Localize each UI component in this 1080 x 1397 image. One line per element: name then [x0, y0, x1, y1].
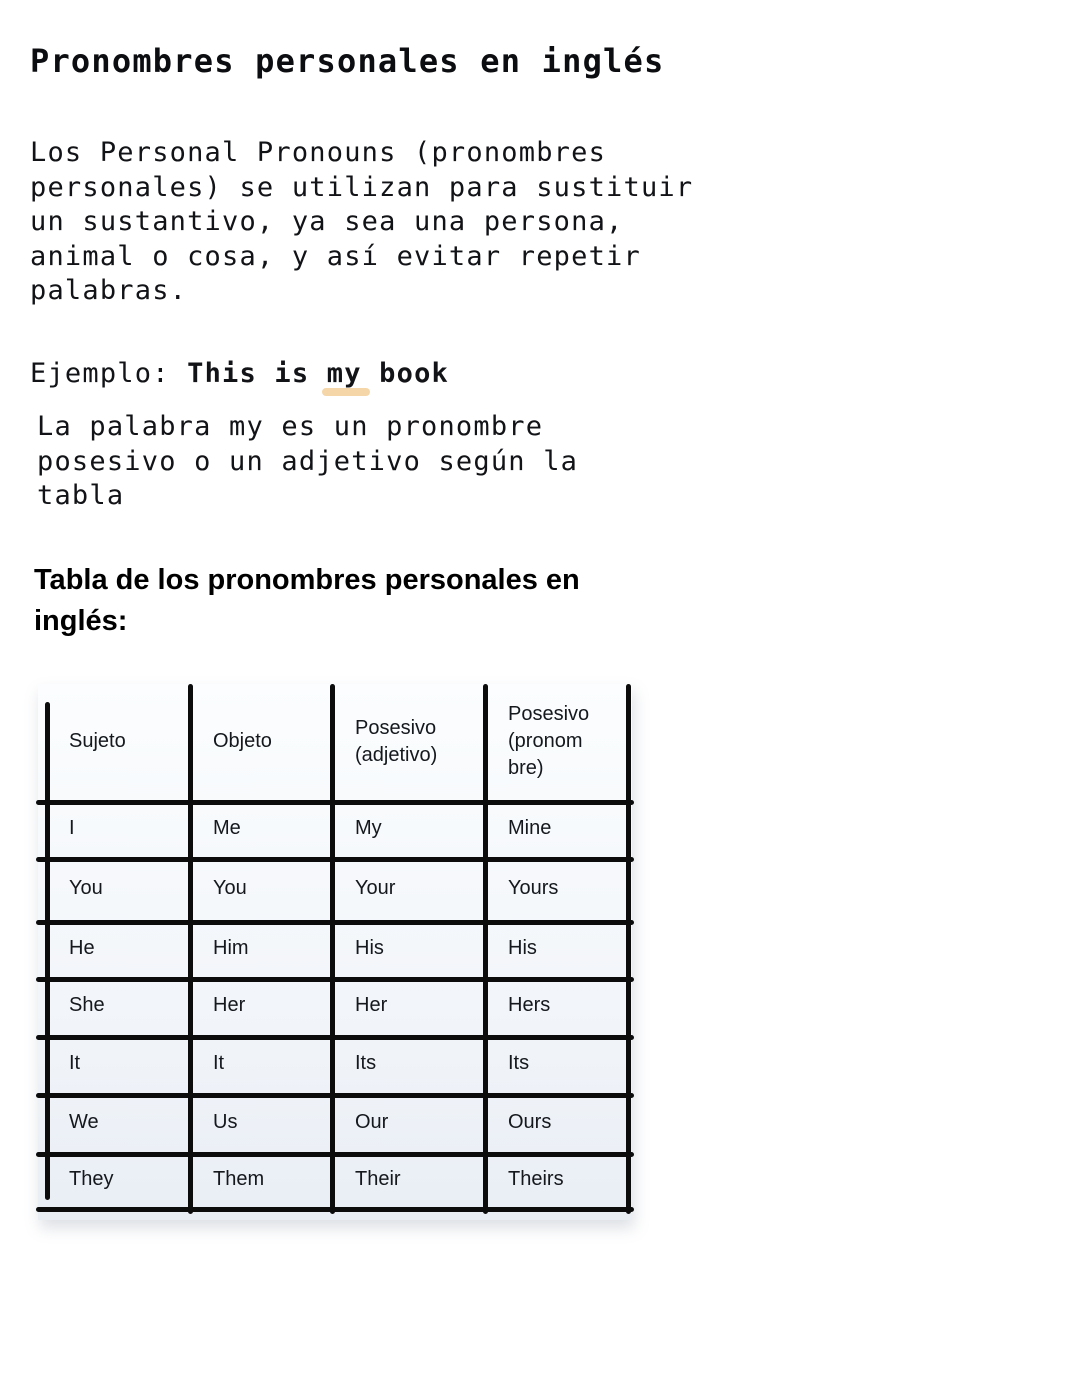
table-cell: They	[69, 1167, 114, 1190]
example-text-before: This is	[187, 357, 327, 389]
table-heading: Tabla de los pronombres personales en inglés:	[34, 563, 580, 637]
header-cell-posesivo-adjetivo: Posesivo (adjetivo)	[355, 716, 438, 766]
header-cell-posesivo-pronombre: Posesivo (pronombre)	[508, 703, 590, 779]
note-paragraph: La palabra my es un pronombre posesivo o un adjetivo según la tabla	[37, 411, 579, 511]
example-line	[30, 357, 1050, 392]
page-title: Pronombres personales en inglés	[30, 42, 665, 80]
table-cell: His	[508, 936, 537, 959]
table-cell: Mine	[508, 816, 552, 839]
table-cell: We	[69, 1110, 99, 1133]
table-grid	[38, 684, 632, 1220]
table-cell: Its	[355, 1052, 377, 1074]
example-label: Ejemplo:	[30, 357, 170, 389]
table-cell: You	[69, 876, 103, 899]
table-cell: Me	[213, 816, 241, 839]
header-cell-objeto: Objeto	[213, 730, 272, 752]
example-text-after: book	[361, 357, 449, 389]
table-cell: He	[69, 936, 95, 959]
table-cell: Our	[355, 1110, 389, 1133]
table-cell: Hers	[508, 994, 551, 1016]
table-cell: It	[213, 1052, 225, 1074]
table-cell: Him	[213, 936, 249, 959]
table-cell: Her	[355, 994, 388, 1016]
example-sentence	[187, 358, 449, 389]
table-cell: I	[69, 816, 75, 839]
table-cell: My	[355, 816, 382, 839]
pronoun-table	[38, 684, 632, 1220]
example-highlighted-word: my	[327, 357, 362, 392]
table-cell: Ours	[508, 1110, 552, 1133]
table-cell: Their	[355, 1167, 401, 1190]
table-cell: Yours	[508, 876, 559, 899]
table-cell: You	[213, 876, 247, 899]
table-cell: It	[69, 1052, 81, 1074]
table-cell: Them	[213, 1167, 265, 1190]
table-cell: Its	[508, 1052, 530, 1074]
table-cell: She	[69, 994, 105, 1016]
table-cell: Your	[355, 876, 396, 899]
intro-paragraph: Los Personal Pronouns (pronombres personales) se utilizan para sustituir un sustantivo, ya sea una persona, animal o cosa, y así evitar repetir palabras.	[30, 137, 694, 306]
table-cell: Theirs	[508, 1167, 564, 1190]
table-cell: Her	[213, 994, 246, 1016]
table-cell: Us	[213, 1110, 238, 1133]
table-cell: His	[355, 936, 384, 959]
header-cell-sujeto: Sujeto	[69, 730, 126, 752]
